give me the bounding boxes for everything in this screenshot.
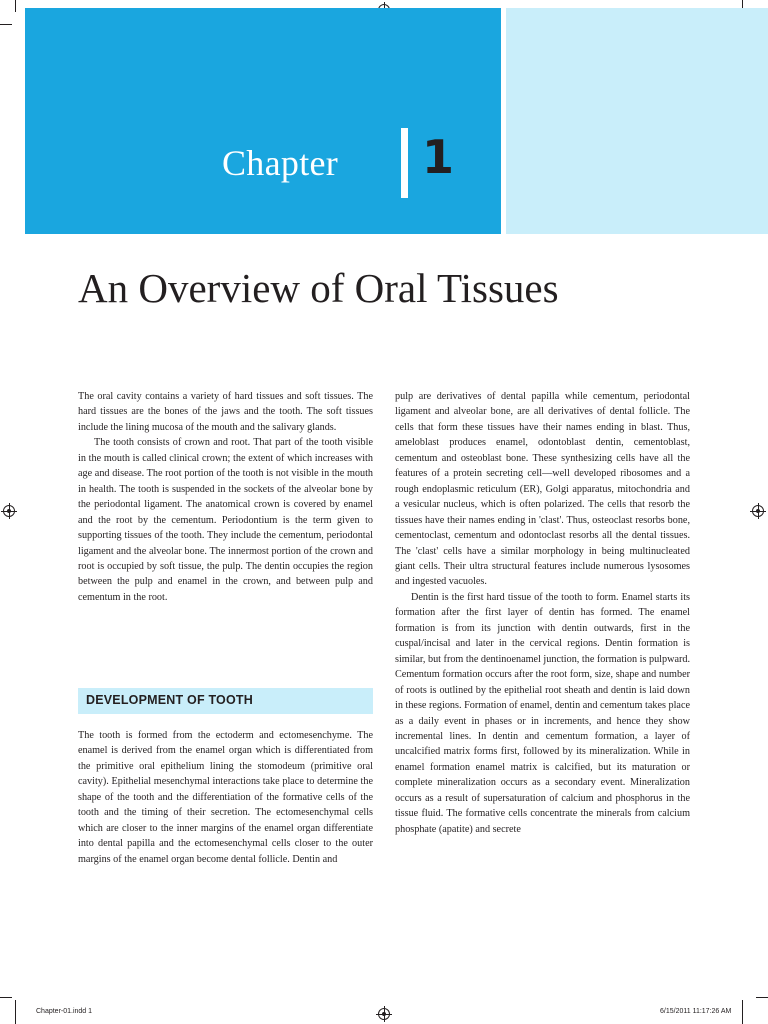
crop-mark	[15, 1000, 16, 1024]
registration-mark-icon	[3, 505, 15, 517]
chapter-banner	[25, 8, 501, 234]
chapter-number-bar-left	[401, 128, 408, 198]
chapter-number-bar-right	[463, 128, 470, 198]
crop-mark	[756, 997, 768, 998]
crop-mark	[0, 997, 12, 998]
section-heading-box	[78, 688, 373, 714]
paragraph: The tooth consists of crown and root. That part of the tooth visible in the mouth is called clinical crown; the extent of which increases with age and disease. The root portion of the tooth is not visible in the mouth in health. The tooth is suspended in the sockets of the alveolar bone by the periodontal ligament. The anatomical crown is covered by enamel and the root by the cementum. Periodontium is the term given to supporting tissues of the tooth. They include the cementum, periodontal ligament and the alveolar bone. The innermost portion of the crown and root is occupied by soft tissue, the pulp. The dentin occupies the region between the pulp and enamel in the crown, and between pulp and cementum in the root.	[78, 437, 373, 603]
section-heading: DEVELOPMENT OF TOOTH	[86, 693, 253, 707]
paragraph: Dentin is the first hard tissue of the tooth to form. Enamel starts its formation after the first layer of dentin has formed. The enamel formation is from its junction with dentin outwards, first in the cuspal/incisal and later in the cervical regions. Dentin formation is similar, but from the dentinoenamel junction, the formation is pulpward. Cementum formation occurs after the root form, size, shape and number of roots is outlined by the epithelial root sheath and dentin is laid down in these regions. Formation of enamel, dentin and cementum takes place as a daily event in phases or in increments, and hence they show incremental lines. In dentin and cementum formation, a layer of uncalcified matrix forms first, followed by its mineralization. While in enamel formation enamel matrix is calcified, but its maturation or complete mineralization occurs as a secondary event. Mineralization occurs as a result of supersaturation of calcium and phosphorus in the tissue fluid. The formative cells concentrate the minerals from calcium phosphate (apatite) and secrete	[395, 591, 690, 835]
chapter-number: 1	[421, 130, 454, 184]
paragraph: The tooth is formed from the ectoderm and ectomesenchyme. The enamel is derived from the enamel organ which is differentiated from the primitive oral epithelium lining the stomodeum (primitive oral cavity). Epithelial mesenchymal interactions take place to determine the shape of the tooth and the differentiation of the formative cells of the tooth and the timing of their secretion. The ectomesenchymal cells which are closer to the inner margins of the enamel organ differentiate into dental papilla and the ectomesenchymal cells closer to the outer margins of the enamel organ become dental follicle. Dentin and	[78, 730, 373, 865]
left-column-intro	[78, 389, 373, 605]
paragraph: The oral cavity contains a variety of hard tissues and soft tissues. The hard tissues are the bones of the jaws and the tooth. The soft tissues include the lining mucosa of the mouth and the salivary glands.	[78, 391, 373, 433]
slug-file: Chapter-01.indd 1	[36, 1008, 93, 1015]
chapter-label: Chapter	[222, 143, 339, 183]
slug-timestamp: 6/15/2011 11:17:26 AM	[660, 1008, 732, 1015]
right-column	[395, 389, 690, 837]
left-column-section	[78, 728, 373, 867]
crop-mark	[15, 0, 16, 12]
crop-mark	[0, 24, 12, 25]
crop-mark	[742, 1000, 743, 1024]
registration-mark-icon	[378, 1008, 390, 1020]
chapter-banner-side	[506, 8, 768, 234]
paragraph: pulp are derivatives of dental papilla while cementum, periodontal ligament and alveolar bone, are all derivatives of dental follicle. The cells that form these tissues have their names ending in blast. Thus, ameloblast produces enamel, odontoblast dentin, cementoblast, cementum and osteoblast bone. These synthesizing cells have all the features of a protein secreting cell—well developed ribosomes and a rough endoplasmic reticulum (ER), Golgi apparatus, mitochondria and a vesicular nucleus, which is often polarized. The cells that resorb the tissues have their names ending in 'clast'. Thus, osteoclast resorbs bone, cementoclast, cementum and odontoclast resorbs all the dental tissues. The 'clast' cells have a similar morphology in being multinucleated giant cells. Their ultra structural features include numerous lysosomes and ingested vacuoles.	[395, 391, 690, 588]
page-title: An Overview of Oral Tissues	[78, 265, 559, 311]
registration-mark-icon	[752, 505, 764, 517]
